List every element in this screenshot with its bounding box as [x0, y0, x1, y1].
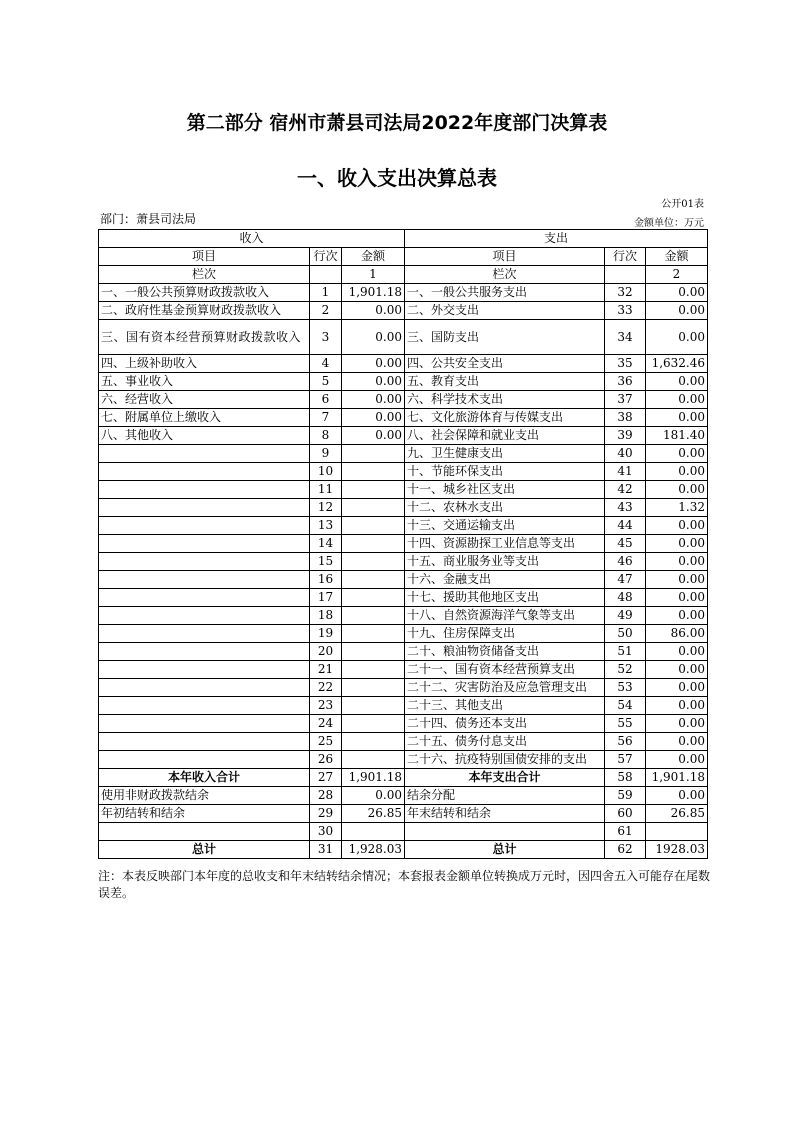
income-item: [99, 571, 310, 589]
table-row: [99, 355, 708, 373]
expense-item: 二十六、抗疫特别国债安排的支出: [405, 751, 605, 769]
expense-row-no: 35: [605, 355, 646, 373]
income-row-no: 10: [310, 463, 342, 481]
table-row: [99, 302, 708, 320]
income-item: [99, 715, 310, 733]
income-amount: [342, 679, 405, 697]
income-row-no: 1: [310, 284, 342, 302]
expense-amount: 0.00: [646, 553, 708, 571]
expense-amount: 0.00: [646, 463, 708, 481]
expense-row-no-header: 行次: [605, 248, 646, 266]
income-amount: 0.00: [342, 391, 405, 409]
table-row: [99, 769, 708, 787]
expense-row-no: 46: [605, 553, 646, 571]
expense-item: 二十、粮油物资储备支出: [405, 643, 605, 661]
income-row-no: 18: [310, 607, 342, 625]
expense-row-no: 33: [605, 302, 646, 320]
income-amount: [342, 499, 405, 517]
income-item: [99, 463, 310, 481]
expense-amount: 0.00: [646, 679, 708, 697]
income-row-no: 20: [310, 643, 342, 661]
income-row-no: 31: [310, 841, 342, 859]
expense-amount: 0.00: [646, 445, 708, 463]
page-title: 第二部分 宿州市萧县司法局2022年度部门决算表: [186, 112, 608, 134]
income-row-no: 27: [310, 769, 342, 787]
income-item: [99, 661, 310, 679]
expense-item: 二十三、其他支出: [405, 697, 605, 715]
income-row-no: 26: [310, 751, 342, 769]
income-row-no: 6: [310, 391, 342, 409]
income-item: 六、经营收入: [99, 391, 310, 409]
table-row: [99, 481, 708, 499]
income-amount: 0.00: [342, 787, 405, 805]
expense-amount: 86.00: [646, 625, 708, 643]
expense-amount: 0.00: [646, 535, 708, 553]
income-item: [99, 697, 310, 715]
expense-row-no: 58: [605, 769, 646, 787]
income-row-no: 5: [310, 373, 342, 391]
income-header: 收入: [99, 230, 405, 248]
expense-amount: 26.85: [646, 805, 708, 823]
income-amount: [342, 661, 405, 679]
expense-item: 二十五、债务付息支出: [405, 733, 605, 751]
expense-amount: 0.00: [646, 715, 708, 733]
income-row-no: 21: [310, 661, 342, 679]
income-amount: 1,901.18: [342, 284, 405, 302]
income-item: [99, 517, 310, 535]
expense-row-no: 49: [605, 607, 646, 625]
expense-row-no: 41: [605, 463, 646, 481]
income-amount: [342, 823, 405, 841]
expense-row-no: 44: [605, 517, 646, 535]
table-row: [99, 463, 708, 481]
income-row-no: 12: [310, 499, 342, 517]
income-amount: [342, 463, 405, 481]
income-row-no: 13: [310, 517, 342, 535]
expense-row-no: 48: [605, 589, 646, 607]
expense-row-no: 59: [605, 787, 646, 805]
expense-row-no: 40: [605, 445, 646, 463]
expense-amount: 0.00: [646, 607, 708, 625]
income-item: [99, 823, 310, 841]
table-row: [99, 715, 708, 733]
income-item: 二、政府性基金预算财政拨款收入: [99, 302, 310, 320]
expense-item: 三、国防支出: [405, 320, 605, 355]
income-expense-table: [98, 229, 708, 859]
expense-amount: [646, 823, 708, 841]
income-item: 本年收入合计: [99, 769, 310, 787]
income-item: [99, 535, 310, 553]
expense-amount: 0.00: [646, 373, 708, 391]
expense-amount: 181.40: [646, 427, 708, 445]
income-item: 一、一般公共预算财政拨款收入: [99, 284, 310, 302]
table-row: [99, 697, 708, 715]
expense-amount-header: 金额: [646, 248, 708, 266]
income-item: [99, 589, 310, 607]
expense-row-no: 55: [605, 715, 646, 733]
expense-row-no: 34: [605, 320, 646, 355]
table-row: [99, 751, 708, 769]
income-row-no: 23: [310, 697, 342, 715]
income-item: 七、附属单位上缴收入: [99, 409, 310, 427]
income-item: 八、其他收入: [99, 427, 310, 445]
table-row: [99, 284, 708, 302]
table-row: [99, 445, 708, 463]
header-column-row: [99, 248, 708, 266]
income-amount: 26.85: [342, 805, 405, 823]
income-item: [99, 499, 310, 517]
income-item-header: 项目: [99, 248, 310, 266]
expense-amount: 0.00: [646, 751, 708, 769]
expense-row-no: 56: [605, 733, 646, 751]
expense-item: 二、外交支出: [405, 302, 605, 320]
income-amount: 0.00: [342, 355, 405, 373]
income-amount: [342, 697, 405, 715]
expense-item: 十八、自然资源海洋气象等支出: [405, 607, 605, 625]
table-row: [99, 589, 708, 607]
expense-row-no: 53: [605, 679, 646, 697]
expense-row-no: 60: [605, 805, 646, 823]
income-item: [99, 553, 310, 571]
income-amount: [342, 517, 405, 535]
income-item: 三、国有资本经营预算财政拨款收入: [99, 320, 310, 355]
header-section-row: [99, 230, 708, 248]
expense-row-no: 52: [605, 661, 646, 679]
income-amount: [342, 553, 405, 571]
table-row: [99, 679, 708, 697]
income-row-no: 7: [310, 409, 342, 427]
income-column-index: 1: [342, 266, 405, 284]
expense-row-no: 57: [605, 751, 646, 769]
income-amount: [342, 607, 405, 625]
expense-item: 二十二、灾害防治及应急管理支出: [405, 679, 605, 697]
income-item: 使用非财政拨款结余: [99, 787, 310, 805]
table-row: [99, 787, 708, 805]
expense-row-no: 37: [605, 391, 646, 409]
expense-item: 九、卫生健康支出: [405, 445, 605, 463]
income-item: [99, 643, 310, 661]
income-item: 五、事业收入: [99, 373, 310, 391]
expense-amount: 1,632.46: [646, 355, 708, 373]
expense-row-no: 39: [605, 427, 646, 445]
expense-row-no: 51: [605, 643, 646, 661]
income-amount: [342, 733, 405, 751]
table-row: [99, 320, 708, 355]
expense-row-no: 62: [605, 841, 646, 859]
expense-amount: 1928.03: [646, 841, 708, 859]
expense-item: 年末结转和结余: [405, 805, 605, 823]
expense-item: 十三、交通运输支出: [405, 517, 605, 535]
table-body: [99, 284, 708, 859]
income-row-no: 8: [310, 427, 342, 445]
expense-item: 二十一、国有资本经营预算支出: [405, 661, 605, 679]
expense-amount: 0.00: [646, 787, 708, 805]
expense-column-spacer: [605, 266, 646, 284]
table-row: [99, 607, 708, 625]
expense-amount: 0.00: [646, 571, 708, 589]
expense-item: 十六、金融支出: [405, 571, 605, 589]
expense-item: 十五、商业服务业等支出: [405, 553, 605, 571]
expense-item: 十七、援助其他地区支出: [405, 589, 605, 607]
expense-amount: 0.00: [646, 409, 708, 427]
header-column-index-row: [99, 266, 708, 284]
expense-amount: 0.00: [646, 697, 708, 715]
income-item: [99, 625, 310, 643]
income-row-no: 2: [310, 302, 342, 320]
table-row: [99, 625, 708, 643]
expense-item: 结余分配: [405, 787, 605, 805]
income-amount: [342, 589, 405, 607]
expense-row-no: 42: [605, 481, 646, 499]
expense-row-no: 36: [605, 373, 646, 391]
income-row-no: 28: [310, 787, 342, 805]
expense-column-index: 2: [646, 266, 708, 284]
footnote: 注：本表反映部门本年度的总收支和年末结转结余情况；本套报表金额单位转换成万元时，因四舍五入可能存在尾数误差。: [98, 869, 711, 900]
expense-row-no: 54: [605, 697, 646, 715]
income-amount: 0.00: [342, 427, 405, 445]
income-row-no: 22: [310, 679, 342, 697]
expense-amount: 0.00: [646, 733, 708, 751]
form-number: 公开01表: [661, 199, 704, 210]
income-item: [99, 445, 310, 463]
table-row: [99, 373, 708, 391]
expense-amount: 0.00: [646, 391, 708, 409]
income-amount: 1,928.03: [342, 841, 405, 859]
expense-item: 六、科学技术支出: [405, 391, 605, 409]
expense-row-no: 50: [605, 625, 646, 643]
expense-amount: 0.00: [646, 661, 708, 679]
expense-item: 十一、城乡社区支出: [405, 481, 605, 499]
income-row-no: 17: [310, 589, 342, 607]
table-row: [99, 823, 708, 841]
table-row: [99, 535, 708, 553]
expense-row-no: 38: [605, 409, 646, 427]
income-amount: [342, 625, 405, 643]
income-row-no: 14: [310, 535, 342, 553]
income-row-no: 19: [310, 625, 342, 643]
amount-unit-label: 金额单位：万元: [634, 218, 704, 229]
income-amount: [342, 715, 405, 733]
expense-amount: 0.00: [646, 589, 708, 607]
table-row: [99, 427, 708, 445]
expense-column-label: 栏次: [405, 266, 605, 284]
table-row: [99, 553, 708, 571]
income-item: 总计: [99, 841, 310, 859]
income-amount: [342, 445, 405, 463]
expense-amount: 1,901.18: [646, 769, 708, 787]
expense-item-header: 项目: [405, 248, 605, 266]
table-row: [99, 661, 708, 679]
expense-amount: 0.00: [646, 302, 708, 320]
income-row-no: 24: [310, 715, 342, 733]
income-row-no: 15: [310, 553, 342, 571]
income-row-no: 4: [310, 355, 342, 373]
expense-amount: 0.00: [646, 284, 708, 302]
expense-item: [405, 823, 605, 841]
expense-item: 十九、住房保障支出: [405, 625, 605, 643]
expense-header: 支出: [405, 230, 708, 248]
table-row: [99, 517, 708, 535]
expense-amount: 0.00: [646, 643, 708, 661]
expense-amount: 0.00: [646, 481, 708, 499]
income-amount: [342, 535, 405, 553]
income-amount: 1,901.18: [342, 769, 405, 787]
expense-amount: 0.00: [646, 320, 708, 355]
income-row-no: 16: [310, 571, 342, 589]
income-amount: 0.00: [342, 302, 405, 320]
expense-row-no: 45: [605, 535, 646, 553]
income-amount: [342, 751, 405, 769]
income-amount: [342, 571, 405, 589]
income-row-no: 9: [310, 445, 342, 463]
expense-item: 十二、农林水支出: [405, 499, 605, 517]
expense-item: 二十四、债务还本支出: [405, 715, 605, 733]
expense-row-no: 32: [605, 284, 646, 302]
income-amount: [342, 481, 405, 499]
table-title: 一、收入支出决算总表: [297, 166, 497, 190]
expense-row-no: 43: [605, 499, 646, 517]
expense-item: 一、一般公共服务支出: [405, 284, 605, 302]
income-item: 年初结转和结余: [99, 805, 310, 823]
expense-amount: 0.00: [646, 517, 708, 535]
table-row: [99, 391, 708, 409]
income-amount: 0.00: [342, 409, 405, 427]
income-amount: 0.00: [342, 320, 405, 355]
income-amount-header: 金额: [342, 248, 405, 266]
expense-item: 十四、资源勘探工业信息等支出: [405, 535, 605, 553]
expense-item: 七、文化旅游体育与传媒支出: [405, 409, 605, 427]
income-row-no: 11: [310, 481, 342, 499]
income-item: [99, 751, 310, 769]
income-item: [99, 733, 310, 751]
income-amount: 0.00: [342, 373, 405, 391]
income-row-no: 29: [310, 805, 342, 823]
expense-item: 五、教育支出: [405, 373, 605, 391]
income-item: [99, 679, 310, 697]
expense-item: 本年支出合计: [405, 769, 605, 787]
table-row: [99, 805, 708, 823]
income-row-no: 3: [310, 320, 342, 355]
expense-item: 八、社会保障和就业支出: [405, 427, 605, 445]
expense-row-no: 61: [605, 823, 646, 841]
income-column-label: 栏次: [99, 266, 310, 284]
expense-amount: 1.32: [646, 499, 708, 517]
table-row: [99, 571, 708, 589]
income-item: [99, 481, 310, 499]
income-row-no-header: 行次: [310, 248, 342, 266]
table-row: [99, 643, 708, 661]
table-row: [99, 409, 708, 427]
income-amount: [342, 643, 405, 661]
expense-row-no: 47: [605, 571, 646, 589]
table-row: [99, 499, 708, 517]
expense-item: 总计: [405, 841, 605, 859]
income-row-no: 30: [310, 823, 342, 841]
income-item: [99, 607, 310, 625]
income-column-spacer: [310, 266, 342, 284]
department-label: 部门：萧县司法局: [100, 212, 197, 226]
expense-item: 四、公共安全支出: [405, 355, 605, 373]
income-item: 四、上级补助收入: [99, 355, 310, 373]
income-row-no: 25: [310, 733, 342, 751]
table-row: [99, 733, 708, 751]
expense-item: 十、节能环保支出: [405, 463, 605, 481]
table-row: [99, 841, 708, 859]
